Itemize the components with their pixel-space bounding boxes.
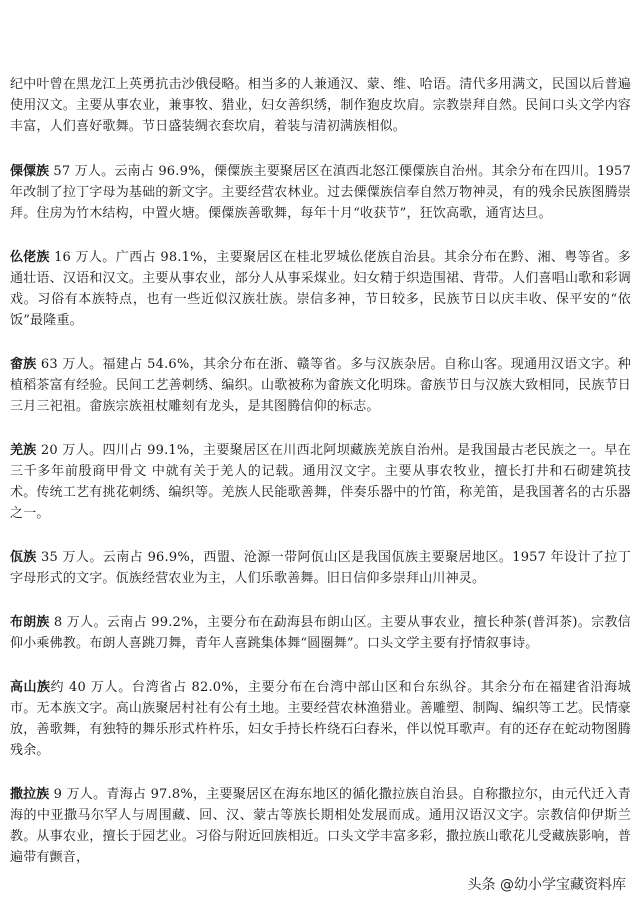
entry-text: 9 万人。青海占 97.8%，主要聚居区在海东地区的循化撒拉族自治县。自称撒拉尔，由元代迁入青海的中亚撒马尔罕人与周围藏、回、汉、蒙古等族长期相处发展而成。通用汉语汉文字。宗教信仰伊斯兰教。从事农业，擅长于园艺业。习俗与附近回族相近。口头文学丰富多彩，撒拉族山歌花儿受藏族影响，普遍带有颤音， — [10, 787, 631, 865]
entry-text: 约 40 万人。台湾省占 82.0%，主要分布在台湾中部山区和台东纵谷。其余分布在福建省沿海城市。无本族文字。高山族聚居村社有公有土地。主要经营农林渔猎业。善雕塑、制陶、编织等工艺。民情豪放，善歌舞，有独特的舞乐形式杵杵乐，妇女手持长杵绕石臼舂米，伴以悦耳歌声。有的还存在蛇动物图腾残余。 — [10, 680, 631, 758]
entry-qiang — [10, 440, 631, 524]
entry-she — [10, 354, 631, 417]
entry-text: 16 万人。广西占 98.1%，主要聚居区在桂北罗城仫佬族自治县。其余分布在黔、湘、粤等省。多通壮语、汉语和汉文。主要从事农业，部分人从事采煤业。妇女精于织造围裙、背带。人们喜唱山歌和彩调戏。习俗有本族特点，也有一些近似汉族壮族。崇信多神，节日较多，民族节日以庆丰收、保平安的“依饭”最隆重。 — [10, 250, 631, 328]
entry-term: 高山族 — [10, 680, 51, 695]
entry-text: 57 万人。云南占 96.9%，傈僳族主要聚居区在滇西北怒江傈僳族自治州。其余分布在四川。1957 年改制了拉丁字母为基础的新文字。主要经营农林业。过去傈僳族信奉自然万物神灵，有的残余民族图腾崇拜。住房为竹木结构，中置火塘。傈僳族善歌舞，每年十月“收获节”，狂饮高歌，通宵达旦。 — [10, 164, 631, 221]
entry-term: 羌族 — [10, 443, 37, 458]
entry-mulao — [10, 247, 631, 331]
entry-term: 傈僳族 — [10, 164, 50, 179]
entry-text: 35 万人。云南占 96.9%，西盟、沧源一带阿佤山区是我国佤族主要聚居地区。1957 年设计了拉丁字母形式的文字。佤族经营农业为主，人们乐歌善舞。旧日信仰多崇拜山川神灵。 — [10, 550, 631, 586]
entry-text: 63 万人。福建占 54.6%，其余分布在浙、赣等省。多与汉族杂居。自称山客。现通用汉语文字。种植稻茶富有经验。民间工艺善刺绣、编织。山歌被称为畲族文化明珠。畲族节日与汉族大致相同，民族节日三月三祀祖。畲族宗族祖杖雕刻有龙头，是其图腾信仰的标志。 — [10, 357, 631, 414]
entry-term: 仫佬族 — [10, 250, 50, 265]
entry-gaoshan — [10, 677, 631, 761]
entry-blang — [10, 612, 631, 654]
document-body — [10, 74, 631, 891]
entry-text: 20 万人。四川占 99.1%，主要聚居区在川西北阿坝藏族羌族自治州。是我国最古老民族之一。早在三千多年前殷商甲骨文 中就有关于羌人的记载。通用汉文字。主要从事农牧业，擅长打井和石砌建筑技术。传统工艺有挑花刺绣、编织等。羌族人民能歌善舞，伴奏乐器中的竹笛，称羌笛，是我国著名的古乐器之一。 — [10, 443, 631, 521]
entry-term: 布朗族 — [10, 615, 50, 630]
entry-lisu — [10, 161, 631, 224]
watermark-label: 头条 @幼小学宝藏资料库 — [467, 877, 626, 893]
entry-salar — [10, 784, 631, 868]
entry-text: 8 万人。云南占 99.2%，主要分布在勐海县布朗山区。主要从事农业，擅长种茶(普洱茶)。宗教信仰小乘佛教。布朗人喜跳刀舞，青年人喜跳集体舞“圆圈舞”。口头文学主要有抒情叙事诗。 — [10, 615, 631, 651]
entry-term: 佤族 — [10, 550, 37, 565]
entry-wa — [10, 547, 631, 589]
entry-term: 撒拉族 — [10, 787, 50, 802]
entry-term: 畲族 — [10, 357, 37, 372]
intro-paragraph: 纪中叶曾在黑龙江上英勇抗击沙俄侵略。相当多的人兼通汉、蒙、维、哈语。清代多用满文，民国以后普遍使用汉文。主要从事农业，兼事牧、猎业，妇女善织绣，制作狍皮坎肩。宗教崇拜自然。民间口头文学内容丰富，人们喜好歌舞。节日盛装绸衣套坎肩，着装与清初满族相似。 — [10, 77, 631, 134]
